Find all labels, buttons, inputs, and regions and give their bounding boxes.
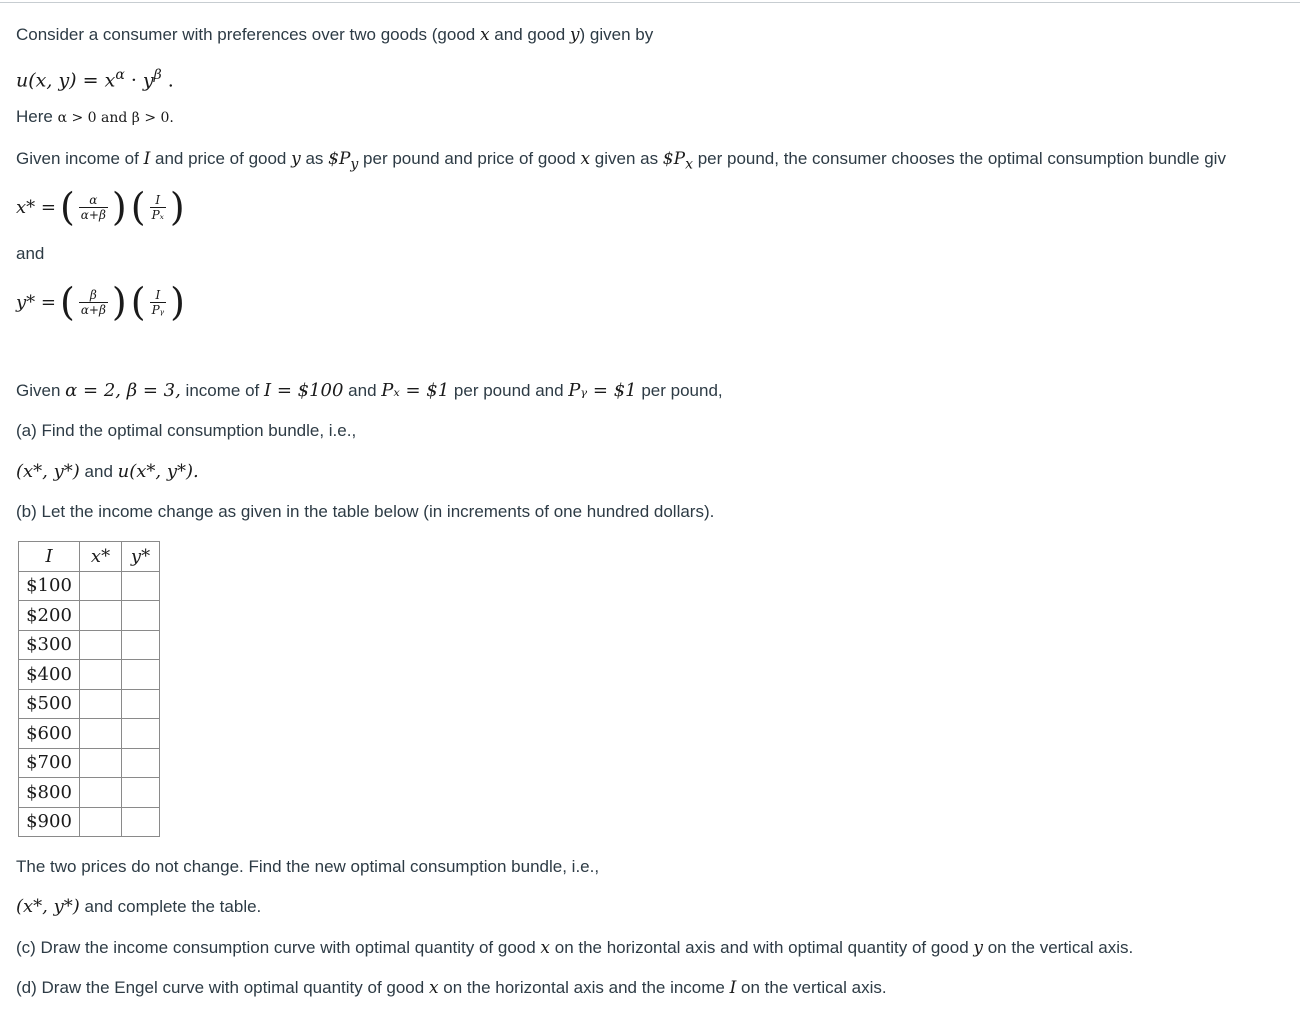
x-star-cell[interactable] [80,778,122,808]
gi-text-5: given as [590,149,663,168]
var-x: x [479,25,490,45]
y-star-cell[interactable] [122,571,160,601]
table-row [19,630,160,660]
utility-y: y [142,69,154,92]
parameter-conditions [16,106,174,129]
part-c-text-3: on the vertical axis. [983,938,1134,957]
income-table [18,541,160,837]
y-star-cell[interactable] [122,630,160,660]
y-star-cell[interactable] [122,719,160,749]
gi-text-1: Given income of [16,149,144,168]
part-c-text-1: (c) Draw the income consumption curve with optimal quantity of good [16,938,541,957]
close-paren: ) [170,280,185,324]
part-a-bundle [16,461,199,483]
income-cell: $500 [19,689,80,719]
utility-lhs: u(x, y) = [16,69,105,92]
equation-y-star [16,280,185,324]
gi-text-2: and price of good [150,149,292,168]
x-star-cell[interactable] [80,571,122,601]
frac-den: α+β [80,207,106,222]
table-row [19,689,160,719]
intro-text-2: and good [489,25,570,44]
price-x-sub: x [685,156,693,173]
part-b-bundle [16,896,261,918]
y-star-cell[interactable] [122,689,160,719]
here-label: Here [16,107,58,126]
table-row [19,778,160,808]
table-row [19,807,160,837]
table-row [19,660,160,690]
income-cell: $900 [19,807,80,837]
utility-end: . [161,69,174,92]
income-cell: $600 [19,719,80,749]
condition-text: α > 0 and β > 0. [57,110,174,126]
utility-x: x [104,69,116,92]
fraction-income-py [150,288,167,317]
gi-text-4: per pound and price of good [358,149,581,168]
x-star-cell[interactable] [80,630,122,660]
x-star-cell[interactable] [80,601,122,631]
frac-num: α [79,193,108,208]
part-c-var-x: x [540,938,551,958]
part-d-question [16,977,887,999]
table-row [19,601,160,631]
open-paren: ( [130,280,146,324]
top-divider [0,2,1300,3]
part-a-text: (a) Find the optimal consumption bundle, i.e., [16,421,357,440]
gv-price-x: Pₓ = $1 [381,380,450,401]
utility-function [16,64,174,92]
price-x: $P [662,149,686,169]
table-row [19,748,160,778]
gv-price-y: Pᵧ = $1 [568,380,637,401]
gv-text-4: per pound and [449,381,569,400]
open-paren: ( [59,280,75,324]
part-d-var-x: x [428,978,439,998]
gi-text-6: per pound, the consumer chooses the optimal consumption bundle giv [692,149,1226,168]
income-cell: $800 [19,778,80,808]
part-d-text-1: (d) Draw the Engel curve with optimal quantity of good [16,978,429,997]
table-row [19,719,160,749]
y-star-cell[interactable] [122,778,160,808]
gi-text-3: as [300,149,329,168]
part-a-question [16,420,356,442]
var-y: y [569,25,580,45]
part-b-bundle-math: (x*, y*) [16,896,80,917]
part-c-question [16,937,1133,959]
part-b-followup [16,856,599,878]
frac-den: α+β [80,302,106,317]
utility-exp-alpha: α [115,67,125,83]
header-y-star: y* [122,542,160,572]
part-c-text-2: on the horizontal axis and with optimal quantity of good [550,938,974,957]
frac-num: I [150,288,167,303]
y-star-cell[interactable] [122,601,160,631]
x-star-cell[interactable] [80,660,122,690]
part-b-text: (b) Let the income change as given in the table below (in increments of one hundred dollars). [16,502,715,521]
y-star-cell[interactable] [122,660,160,690]
frac-num: β [79,288,108,303]
price-y-sub: y [350,156,359,173]
table-row [19,571,160,601]
frac-den: Pₓ [151,207,164,222]
gi-var-y: y [291,149,301,169]
intro-text-1: Consider a consumer with preferences over two goods (good [16,25,480,44]
gv-text-2: income of [180,381,264,400]
x-star-cell[interactable] [80,807,122,837]
equation-x-star [16,185,185,229]
gv-text-5: per pound, [636,381,723,400]
y-star-cell[interactable] [122,807,160,837]
close-paren: ) [169,185,185,229]
gv-alpha-beta: α = 2, β = 3, [65,380,181,401]
eq-y-lhs: y* = [16,291,56,313]
part-b-question [16,501,714,523]
part-a-utility-math: u(x*, y*). [117,461,199,482]
price-y: $P [328,149,351,169]
intro-paragraph [16,24,653,46]
fraction-income-px [150,193,166,222]
part-d-text-3: on the vertical axis. [736,978,887,997]
open-paren: ( [59,185,75,229]
utility-dot: · [124,69,143,92]
utility-exp-beta: β [153,67,162,83]
table-header-row [19,542,160,572]
income-cell: $100 [19,571,80,601]
income-cell: $200 [19,601,80,631]
fraction-beta [79,288,108,317]
header-income: I [19,542,80,572]
part-c-var-y: y [973,938,983,958]
close-paren: ) [111,280,127,324]
part-b-complete-text: and complete the table. [79,897,262,916]
given-income-paragraph [16,148,1226,175]
gv-text-3: and [343,381,382,400]
part-a-bundle-math: (x*, y*) [16,461,80,482]
open-paren: ( [130,185,146,229]
income-cell: $400 [19,660,80,690]
var-income: I [143,149,151,169]
part-d-var-income: I [729,978,737,998]
fraction-alpha [79,193,108,222]
intro-text-3: ) given by [579,25,654,44]
and-text: and [16,244,45,263]
frac-num: I [150,193,166,208]
part-d-text-2: on the horizontal axis and the income [438,978,730,997]
gi-var-x: x [580,149,591,169]
header-x-star: x* [80,542,122,572]
gv-income: I = $100 [263,380,344,401]
part-b-after-text: The two prices do not change. Find the new optimal consumption bundle, i.e., [16,857,600,876]
eq-x-lhs: x* = [16,196,56,218]
income-cell: $700 [19,748,80,778]
income-cell: $300 [19,630,80,660]
y-star-cell[interactable] [122,748,160,778]
given-values-paragraph [16,380,723,402]
x-star-cell[interactable] [80,689,122,719]
part-a-and: and [79,462,118,481]
gv-text-1: Given [16,381,66,400]
frac-den: Pᵧ [151,302,165,317]
and-label [16,243,44,265]
x-star-cell[interactable] [80,748,122,778]
close-paren: ) [111,185,127,229]
x-star-cell[interactable] [80,719,122,749]
